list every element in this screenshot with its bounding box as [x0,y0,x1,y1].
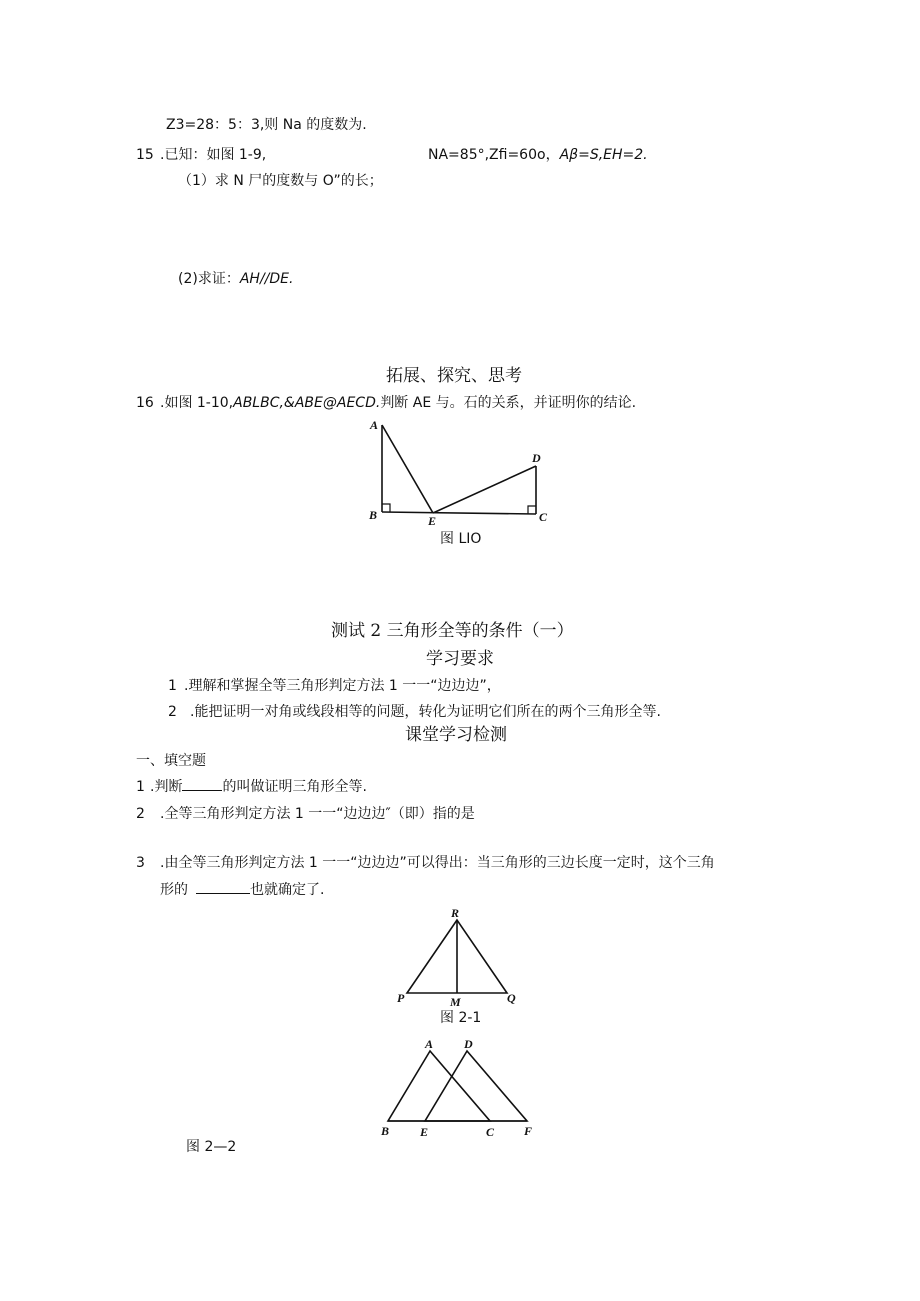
q15-part2-prefix: (2)求证： [178,271,240,287]
q16-italic: ABLBC,&ABE@AECD. [233,395,381,411]
fill-q1-post: 的叫做证明三角形全等. [222,779,367,795]
fig110-caption: 图 LIO [440,531,482,547]
fill-q1-blank[interactable] [182,778,222,791]
requirement-2-text: .能把证明一对角或线段相等的问题，转化为证明它们所在的两个三角形全等. [190,704,661,720]
fig110-label-A: A [370,418,379,432]
fig22-label-F: F [524,1124,533,1138]
fill-q1-text [150,778,367,796]
fill-q3-continuation [160,881,324,899]
q15-part1: （1）求 N 尸的度数与 O”的长； [178,173,383,189]
fig21-label-R: R [451,906,460,920]
fig22-label-C: C [486,1125,495,1139]
fig110-label-C: C [539,510,548,524]
fig110-label-B: B [369,508,378,522]
q15-given [428,146,648,164]
fill-q1-pre: .判断 [150,779,183,795]
requirement-2-number: 2 [168,704,177,720]
fig110-segment-AE [382,425,433,513]
fig110-right-angle-B [382,504,390,512]
q16-text [160,394,636,412]
fig110-label-E: E [428,514,437,528]
q16-number: 16 [136,395,154,411]
fig22-label-A: A [425,1037,434,1051]
q16-prefix: .如图 1-10, [160,395,234,411]
fig21-label-P: P [397,991,405,1005]
fig22-caption: 图 2—2 [186,1139,237,1155]
fill-q3-blank[interactable] [196,881,250,894]
requirement-1-number: 1 [168,678,177,694]
q14-tail: Z3=28：5：3,则 Na 的度数为. [166,117,367,133]
fig110-segment-BC [382,512,536,514]
q16-suffix: 判断 AE 与。石的关系，并证明你的结论. [380,395,637,411]
fig21-label-Q: Q [507,991,516,1005]
section-extend-title: 拓展、探究、思考 [386,366,522,386]
q15-intro: .已知：如图 1-9, [160,147,267,163]
q15-part2-italic: AH//DE. [239,271,294,287]
fig21-label-M: M [450,995,461,1009]
fill-q2-text: .全等三角形判定方法 1 一一“边边边″（即）指的是 [160,806,475,822]
fig110-label-D: D [532,451,541,465]
fill-q3-cont-post: 也就确定了. [250,882,325,898]
fill-in-blank-heading: 一、填空题 [136,753,206,769]
figure-2-2 [375,1035,545,1145]
fig110-segment-ED [433,466,536,513]
fill-q2-number: 2 [136,806,145,822]
fig110-right-angle-C [528,506,536,514]
fig22-triangle-ABC [388,1051,490,1121]
fill-q3-number: 3 [136,855,145,871]
fig22-label-E: E [420,1125,429,1139]
classroom-test-title: 课堂学习检测 [405,725,507,745]
fig22-label-B: B [381,1124,390,1138]
figure-2-1 [395,905,525,1010]
fill-q3-text: .由全等三角形判定方法 1 一一“边边边”可以得出：当三角形的三边长度一定时，这个三角 [160,855,715,871]
q15-given-italic: Aβ=S,EH=2. [559,147,648,163]
test2-title: 测试 2 三角形全等的条件（一） [331,621,574,641]
learning-requirements-title: 学习要求 [426,649,494,669]
q15-given-values: NA=85°,Zfi=60o， [428,147,560,163]
fig22-label-D: D [464,1037,473,1051]
q15-part2 [178,270,293,288]
q15-number: 15 [136,147,154,163]
figure-1-10 [360,415,560,530]
fill-q1-number: 1 [136,779,145,795]
fig21-caption: 图 2-1 [440,1010,482,1026]
fill-q3-cont-pre: 形的 [160,882,188,898]
fig22-triangle-DEF [425,1051,527,1121]
requirement-1-text: .理解和掌握全等三角形判定方法 1 一一“边边边”， [184,678,501,694]
